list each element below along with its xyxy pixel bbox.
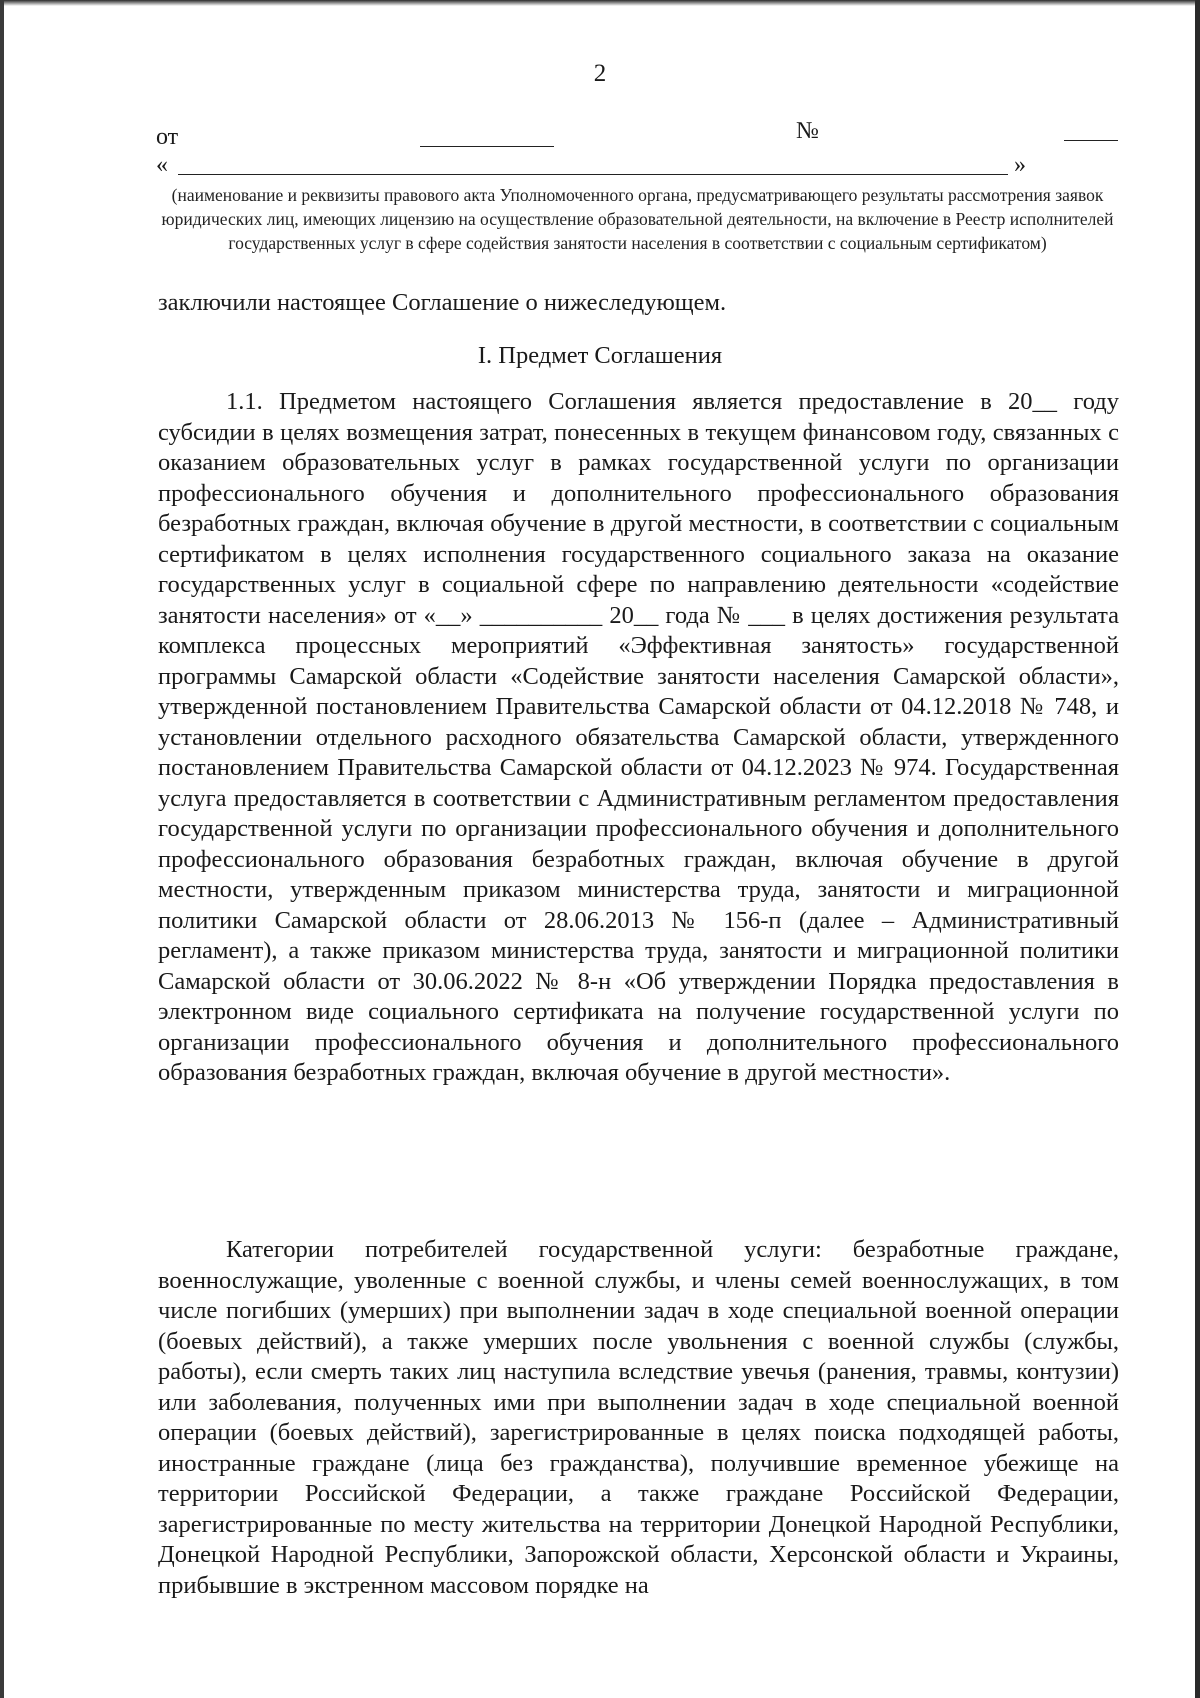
number-blank <box>1064 140 1118 141</box>
reference-line <box>156 118 1119 148</box>
paragraph-1-1: 1.1. Предметом настоящего Соглашения является предоставление в 20__ году субсидии в целях возмещения затрат, понесенных в текущем финансовом году, связанных с оказанием образовательных услуг в рамках государственной услуги по организации профессионального обучения и дополнительного профессионального образования безработных граждан, включая обучение в другой местности, в соответствии с социальным сертификатом в целях исполнения государственного социального заказа на оказание государственных услуг в социальной сфере по направлению деятельности «содействие занятости населения» от «__» __________ 20__ года № ___ в целях достижения результата комплекса процессных мероприятий «Эффективная занятость» государственной программы Самарской области «Содействие занятости населения Самарской области», утвержденной постановлением Правительства Самарской области от 04.12.2018 № 748, и установлении отдельного расходного обязательства Самарской области, утвержденного постановлением Правительства Самарской области от 04.12.2023 № 974. Государственная услуга предоставляется в соответствии с Административным регламентом предоставления государственной услуги по организации профессионального обучения и дополнительного профессионального образования безработных граждан, включая обучение в другой местности, утвержденным приказом министерства труда, занятости и миграционной политики Самарской области от 28.06.2013 № 156-п (далее – Административный регламент), а также приказом министерства труда, занятости и миграционной политики Самарской области от 30.06.2022 № 8-н «Об утверждении Порядка предоставления в электронном виде социального сертификата на получение государственной услуги по организации профессионального обучения и дополнительного профессионального образования безработных граждан, включая обучение в другой местности». <box>158 388 1119 1086</box>
scan-edge-right <box>1195 0 1200 1698</box>
page-number: 2 <box>593 60 607 87</box>
open-quote: « <box>156 152 168 178</box>
scan-edge-left <box>0 0 4 1698</box>
scan-edge-top <box>0 0 1200 6</box>
close-quote: » <box>1014 152 1026 178</box>
act-title-line <box>156 152 1036 182</box>
date-blank <box>420 146 554 147</box>
from-label: от <box>156 124 179 150</box>
lead-sentence: заключили настоящее Соглашение о нижеследующем. <box>158 289 727 316</box>
section-heading: I. Предмет Соглашения <box>477 342 723 369</box>
act-caption: (наименование и реквизиты правового акта Уполномоченного органа, предусматривающего результаты рассмотрения заявок юридических лиц, имеющих лицензию на осуществление образовательной деятельности, на включение в Реестр исполнителей государственных услуг в сфере содействия занятости населения в соответствии с социальным сертификатом) <box>161 185 1114 253</box>
paragraph-consumer-categories: Категории потребителей государственной услуги: безработные граждане, военнослужащие, уволенные с военной службы, и члены семей военнослужащих, в том числе погибших (умерших) при выполнении задач в ходе специальной военной операции (боевых действий), а также умерших после увольнения с военной службы (службы, работы), если смерть таких лиц наступила вследствие увечья (ранения, травмы, контузии) или заболевания, полученных ими при выполнении задач в ходе специальной военной операции (боевых действий), зарегистрированные в целях поиска подходящей работы, иностранные граждане (лица без гражданства), получившие временное убежище на территории Российской Федерации, а также граждане Российской Федерации, зарегистрированные по месту жительства на территории Донецкой Народной Республики, Донецкой Народной Республики, Запорожской области, Херсонской области и Украины, прибывшие в экстренном массовом порядке на <box>158 1236 1119 1599</box>
number-label: № <box>796 118 819 144</box>
act-title-blank <box>178 174 1008 175</box>
